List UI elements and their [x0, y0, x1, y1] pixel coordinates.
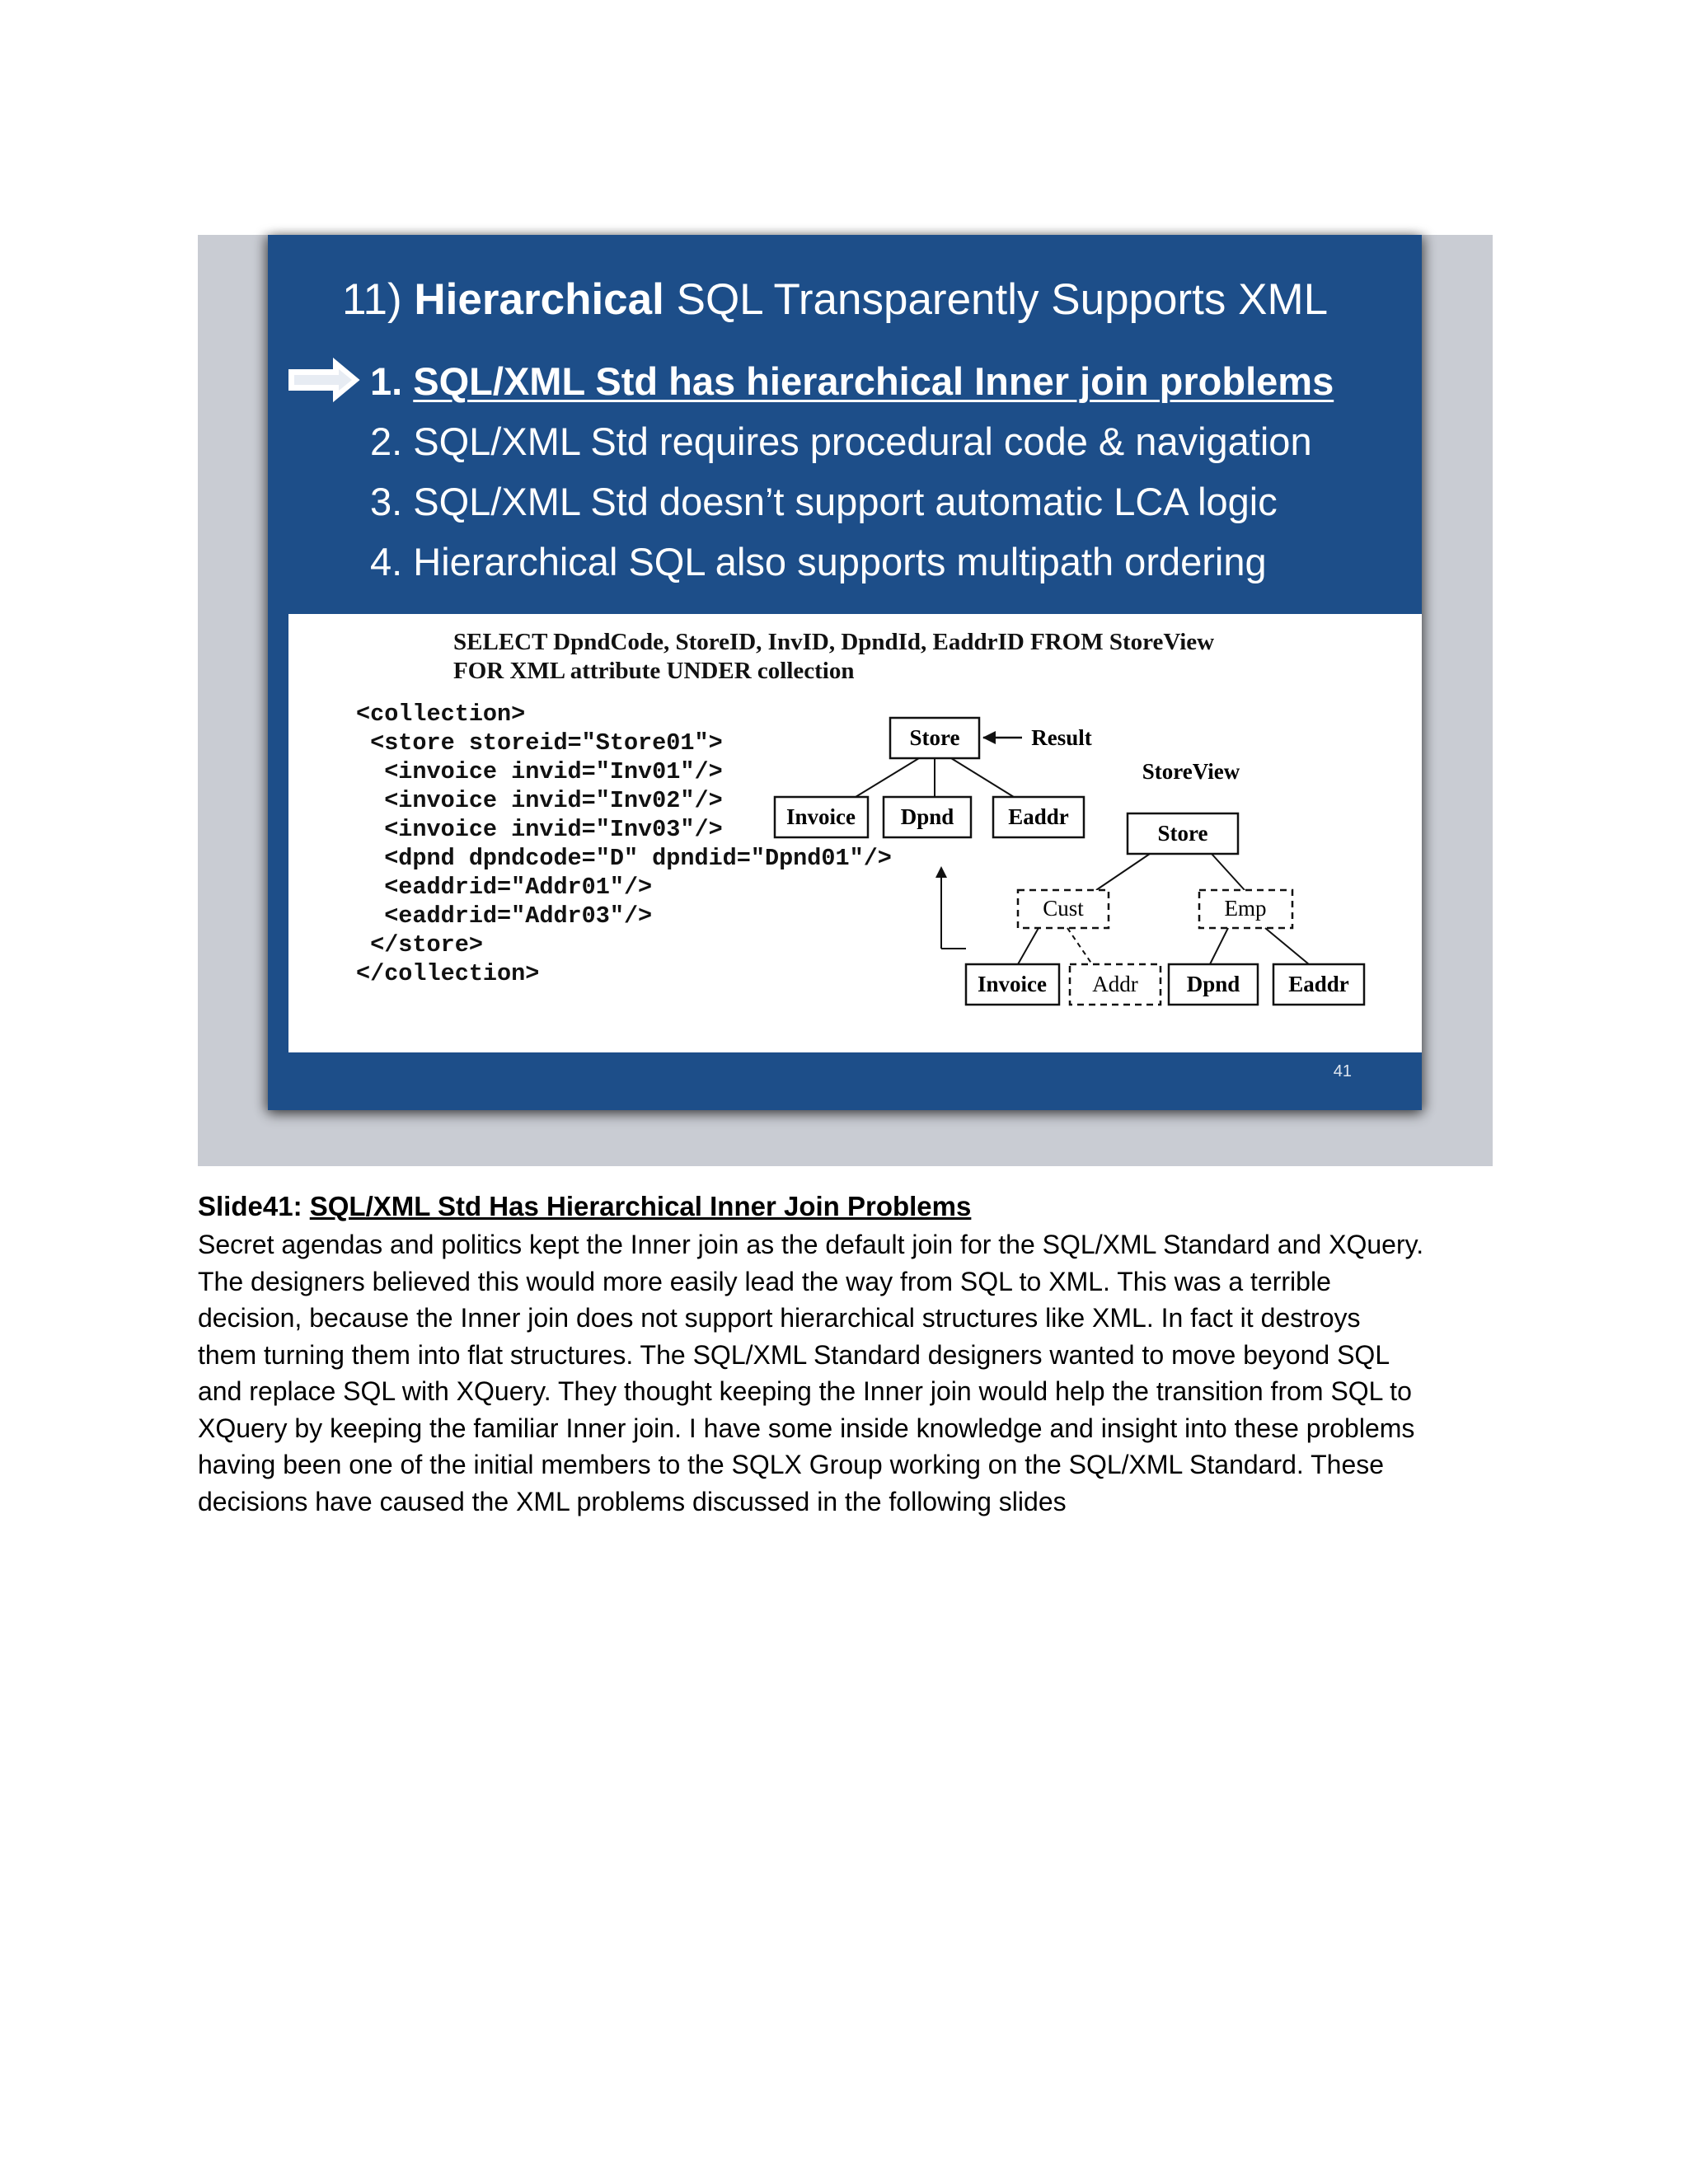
view-addr-label: Addr	[1092, 972, 1138, 996]
xml-line: <collection>	[356, 701, 526, 728]
xml-line: <invoice invid="Inv02"/>	[356, 787, 723, 814]
view-cust-label: Cust	[1043, 896, 1084, 921]
slide-heading: Slide41: SQL/XML Std Has Hierarchical Inner Join Problems	[198, 1191, 972, 1221]
example-panel	[288, 614, 1422, 1052]
sql-query-line: FOR XML attribute UNDER collection	[453, 658, 855, 684]
xml-line: </store>	[356, 931, 483, 958]
body-line: decisions have caused the XML problems discussed in the following slides	[198, 1486, 1067, 1516]
slide	[268, 235, 1422, 1110]
xml-line: <eaddrid="Addr03"/>	[356, 902, 653, 930]
result-invoice-label: Invoice	[786, 804, 856, 829]
slide-item-4: 4. Hierarchical SQL also supports multipath ordering	[370, 540, 1267, 583]
xml-line: </collection>	[356, 960, 540, 987]
slide-image	[198, 235, 1493, 1166]
arrow-up-icon	[935, 866, 947, 878]
slide-item-3: 3. SQL/XML Std doesn’t support automatic LCA logic	[370, 480, 1278, 523]
slide-item-2: 2. SQL/XML Std requires procedural code & navigation	[370, 419, 1312, 463]
slide-number: 41	[1333, 1062, 1352, 1080]
tree-diagram	[288, 614, 1422, 1052]
storeview-tree	[966, 759, 1364, 1005]
result-dpnd-label: Dpnd	[900, 804, 954, 829]
storeview-title: StoreView	[1142, 759, 1240, 784]
result-tree	[775, 718, 1092, 837]
view-dpnd-label: Dpnd	[1186, 972, 1240, 996]
tree-edge	[1265, 928, 1309, 964]
tree-edge	[1067, 928, 1092, 964]
view-emp-label: Emp	[1224, 896, 1267, 921]
tree-edge	[1212, 854, 1245, 890]
sql-query-line: SELECT DpndCode, StoreID, InvID, DpndId, EaddrID FROM StoreView	[453, 629, 1215, 655]
xml-line: <invoice invid="Inv03"/>	[356, 816, 723, 843]
connector-arrow	[935, 866, 966, 949]
xml-line: <eaddrid="Addr01"/>	[356, 874, 653, 901]
result-store-label: Store	[909, 725, 960, 750]
tree-edge	[1018, 928, 1039, 964]
result-label: Result	[1031, 725, 1092, 750]
result-eaddr-label: Eaddr	[1008, 804, 1069, 829]
view-invoice-label: Invoice	[978, 972, 1047, 996]
slide-title: 11) Hierarchical SQL Transparently Supports XML	[342, 275, 1329, 324]
body-line: XQuery by keeping the familiar Inner join. I have some inside knowledge and insight into these problems	[198, 1413, 1415, 1443]
view-store-label: Store	[1157, 821, 1208, 846]
slide-item-1: 1. SQL/XML Std has hierarchical Inner join problems	[319, 359, 1334, 404]
body-line: and replace SQL with XQuery. They thought keeping the Inner join would help the transition from SQL to	[198, 1376, 1412, 1406]
heading-link: SQL/XML Std Has Hierarchical Inner Join Problems	[309, 1191, 972, 1221]
body-line: decision, because the Inner join does not support hierarchical structures like XML. In fact it destroys	[198, 1303, 1361, 1333]
xml-line: <store storeid="Store01">	[356, 729, 723, 757]
tree-edge	[1096, 854, 1150, 890]
body-paragraph	[198, 1226, 1500, 1520]
xml-line: <dpnd dpndcode="D" dpndid="Dpnd01"/>	[356, 845, 892, 872]
tree-edge	[856, 758, 919, 797]
tree-edge	[1210, 928, 1228, 964]
body-line: Secret agendas and politics kept the Inner join as the default join for the SQL/XML Standard and XQuery.	[198, 1230, 1424, 1259]
xml-line: <invoice invid="Inv01"/>	[356, 758, 723, 785]
tree-edge	[951, 758, 1014, 797]
arrow-right-icon	[286, 356, 362, 404]
body-line: The designers believed this would more easily lead the way from SQL to XML. This was a terrible	[198, 1266, 1331, 1296]
arrow-head	[982, 731, 996, 744]
body-line: having been one of the initial members to the SQLX Group working on the SQL/XML Standard. These	[198, 1450, 1385, 1479]
body-line: them turning them into flat structures. The SQL/XML Standard designers wanted to move beyond SQL	[198, 1339, 1390, 1370]
view-eaddr-label: Eaddr	[1288, 972, 1349, 996]
